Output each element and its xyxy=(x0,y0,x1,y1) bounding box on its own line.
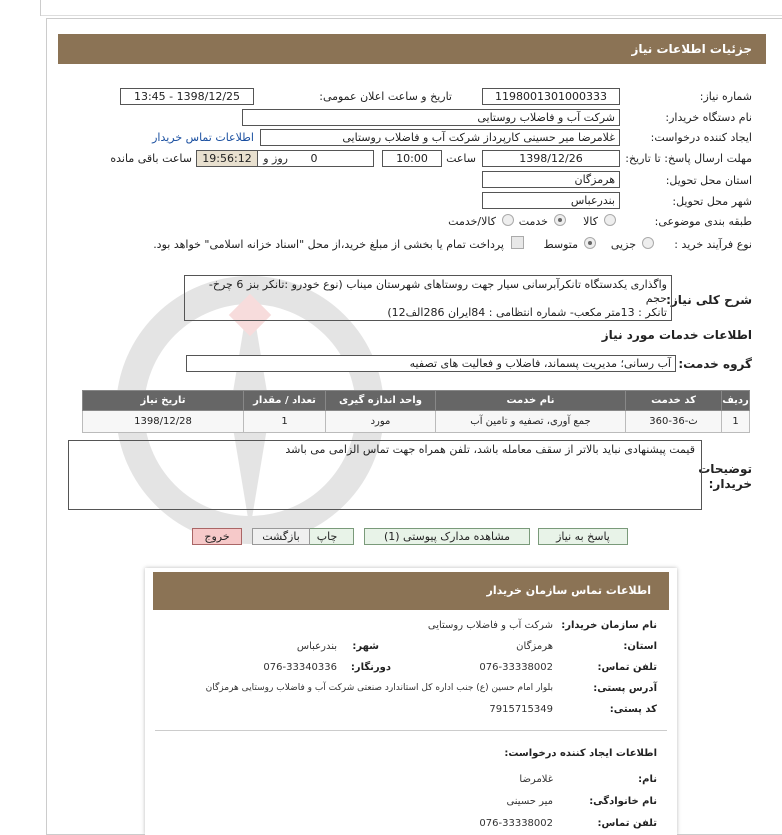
attachments-button[interactable]: مشاهده مدارک پیوستی (1) xyxy=(364,528,530,545)
days-label: روز و xyxy=(263,152,288,165)
cell-row-number: 1 xyxy=(722,411,750,433)
org-label: نام سازمان خریدار: xyxy=(561,620,657,631)
announce-field: 1398/12/25 - 13:45 xyxy=(120,88,254,105)
buyer-notes-box xyxy=(68,440,702,510)
creator-phone-value: 076-33338002 xyxy=(479,818,553,829)
page-title: جزئیات اطلاعات نیاز xyxy=(58,34,766,64)
category-both-radio[interactable] xyxy=(502,214,514,226)
creator-name-value: غلامرضا xyxy=(519,774,553,785)
print-button[interactable]: چاپ xyxy=(300,528,354,545)
contact-city-value: بندرعباس xyxy=(296,641,337,652)
process-label: نوع فرآیند خرید : xyxy=(674,238,752,251)
col-unit: واحد اندازه گیری xyxy=(326,391,436,411)
col-service-code: کد خدمت xyxy=(626,391,722,411)
cell-quantity: 1 xyxy=(244,411,326,433)
category-service-label: خدمت xyxy=(518,215,548,228)
service-group-field: آب رسانی؛ مدیریت پسماند، فاضلاب و فعالیت های تصفیه xyxy=(186,355,676,372)
city-field: بندرعباس xyxy=(482,192,620,209)
service-group-label: گروه خدمت: xyxy=(678,357,752,371)
contact-address-label: آدرس پستی: xyxy=(593,683,657,694)
reply-button[interactable]: پاسخ به نیاز xyxy=(538,528,628,545)
table-row xyxy=(83,411,750,433)
description-label: شرح کلی نیاز: xyxy=(666,293,752,307)
buyer-label: نام دستگاه خریدار: xyxy=(665,111,752,124)
treasury-checkbox[interactable] xyxy=(511,236,524,249)
services-table xyxy=(82,390,750,433)
cell-service-name: جمع آوری، تصفیه و تامین آب xyxy=(436,411,626,433)
table-header-row xyxy=(83,391,750,411)
services-title: اطلاعات خدمات مورد نیاز xyxy=(601,328,752,342)
buyer-notes-label: توضیحات خریدار: xyxy=(698,462,752,491)
org-value: شرکت آب و فاضلاب روستایی xyxy=(427,620,553,631)
need-number-field: 1198001301000333 xyxy=(482,88,620,105)
contact-phone-value: 076-33338002 xyxy=(479,662,553,673)
deadline-date-field: 1398/12/26 xyxy=(482,150,620,167)
remaining-time-label: ساعت باقی مانده xyxy=(110,152,192,165)
exit-button[interactable]: خروج xyxy=(192,528,242,545)
process-medium-label: متوسط xyxy=(543,238,578,251)
buyer-notes-text: قیمت پیشنهادی نباید بالاتر از سقف معامله باشد، تلفن همراه جهت تماس الزامی می باشد xyxy=(285,443,695,456)
category-both-label: کالا/خدمت xyxy=(448,215,496,228)
contact-postal-value: 7915715349 xyxy=(489,704,553,715)
buyer-contact-card xyxy=(145,568,677,835)
contact-address-value: بلوار امام حسین (ع) جنب اداره کل استاندارد صنعتی شرکت آب و فاضلاب روستایی هرمزگان xyxy=(205,683,553,693)
process-partial-radio[interactable] xyxy=(642,237,654,249)
time-label: ساعت xyxy=(446,152,476,165)
contact-divider xyxy=(155,730,667,731)
announce-label: تاریخ و ساعت اعلان عمومی: xyxy=(319,90,452,103)
province-field: هرمزگان xyxy=(482,171,620,188)
creator-info-title: اطلاعات ایجاد کننده درخواست: xyxy=(504,748,657,759)
category-goods-radio[interactable] xyxy=(604,214,616,226)
treasury-note: پرداخت تمام یا بخشی از مبلغ خرید،از محل "اسناد خزانه اسلامی" خواهد بود. xyxy=(153,238,504,251)
category-label: طبقه بندی موضوعی: xyxy=(654,215,752,228)
contact-fax-label: دورنگار: xyxy=(350,662,391,673)
deadline-label: مهلت ارسال پاسخ: تا تاریخ: xyxy=(625,152,752,165)
col-row-number: ردیف xyxy=(722,391,750,411)
creator-family-value: میر حسینی xyxy=(506,796,553,807)
cell-unit: مورد xyxy=(326,411,436,433)
category-service-radio[interactable] xyxy=(554,214,566,226)
deadline-time-field: 10:00 xyxy=(382,150,442,167)
contact-province-value: هرمزگان xyxy=(516,641,553,652)
remaining-days-field: 0 xyxy=(254,150,374,167)
buyer-contact-link[interactable]: اطلاعات تماس خریدار xyxy=(152,131,254,144)
creator-name-label: نام: xyxy=(638,774,657,785)
city-label: شهر محل تحویل: xyxy=(672,195,752,208)
process-medium-radio[interactable] xyxy=(584,237,596,249)
creator-label: ایجاد کننده درخواست: xyxy=(650,131,752,144)
category-goods-label: کالا xyxy=(583,215,598,228)
col-service-name: نام خدمت xyxy=(436,391,626,411)
creator-phone-label: تلفن تماس: xyxy=(597,818,657,829)
col-need-date: تاریخ نیاز xyxy=(83,391,244,411)
contact-fax-value: 076-33340336 xyxy=(263,662,337,673)
cell-service-code: ث-36-360 xyxy=(626,411,722,433)
description-line-2: تانکر : 13متر مکعب- شماره انتظامی : 84ایران 286الف12) xyxy=(387,306,667,319)
cell-need-date: 1398/12/28 xyxy=(83,411,244,433)
contact-phone-label: تلفن تماس: xyxy=(597,662,657,673)
contact-province-label: استان: xyxy=(623,641,657,652)
need-number-label: شماره نیاز: xyxy=(699,90,752,103)
back-button[interactable]: بازگشت xyxy=(252,528,310,545)
remaining-time-field: 19:56:12 xyxy=(196,150,258,167)
description-box xyxy=(184,275,672,321)
col-quantity: تعداد / مقدار xyxy=(244,391,326,411)
creator-family-label: نام خانوادگی: xyxy=(589,796,657,807)
description-line-1: واگذاری یکدستگاه تانکرآبرسانی سیار جهت روستاهای شهرستان میناب (نوع خودرو :تانکر بنز 6 چرخ-حجم xyxy=(208,278,667,305)
contact-card-title: اطلاعات تماس سازمان خریدار xyxy=(153,572,669,610)
contact-city-label: شهر: xyxy=(352,641,379,652)
top-bar xyxy=(40,0,782,16)
buyer-field: شرکت آب و فاضلاب روستایی xyxy=(242,109,620,126)
process-partial-label: جزیی xyxy=(610,238,636,251)
province-label: استان محل تحویل: xyxy=(665,174,752,187)
creator-field: غلامرضا میر حسینی کارپرداز شرکت آب و فاضلاب روستایی xyxy=(260,129,620,146)
contact-postal-label: کد پستی: xyxy=(609,704,657,715)
